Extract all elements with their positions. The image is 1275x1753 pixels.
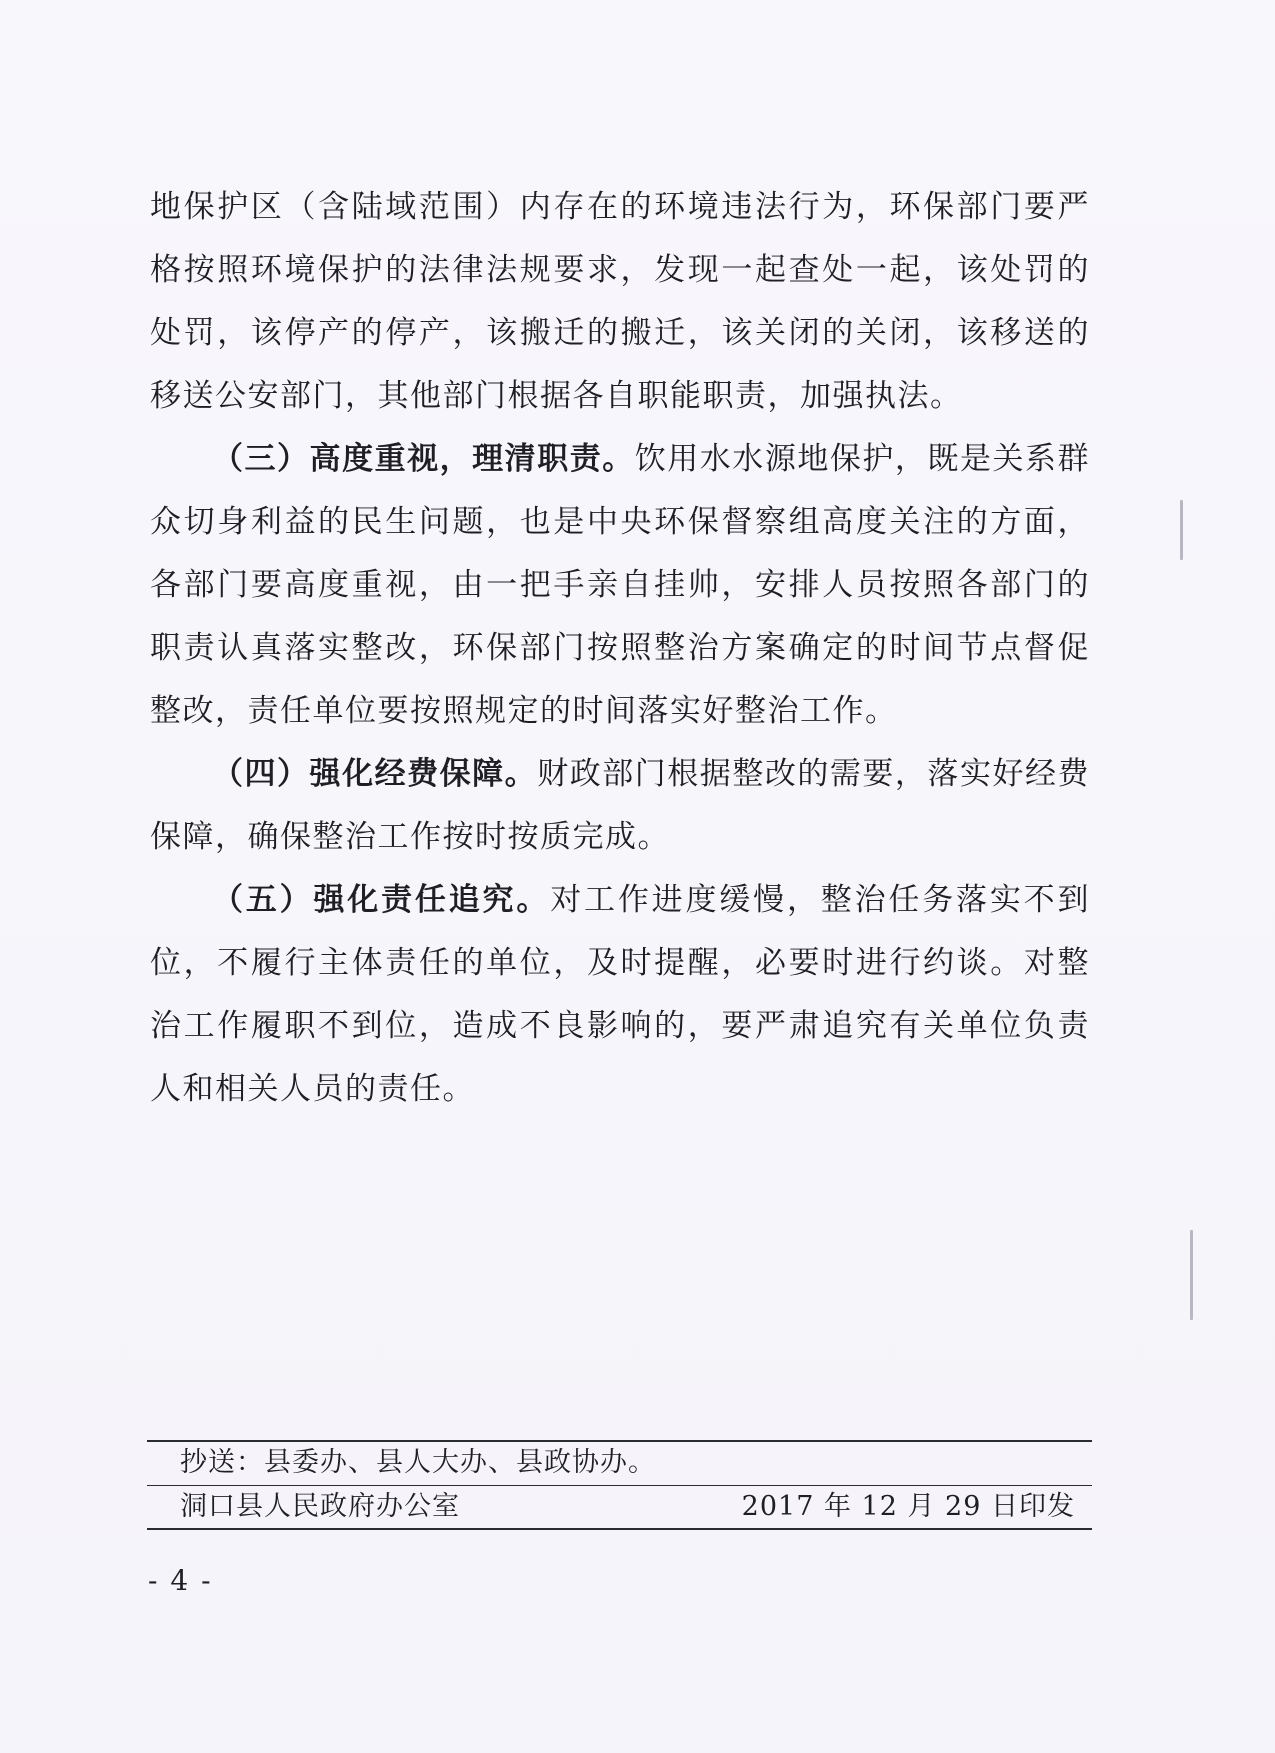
copy-to-top-rule — [147, 1440, 1092, 1442]
paragraph-4-text: 对工作进度缓慢，整治任务落实不到位，不履行主体责任的单位，及时提醒，必要时进行约谈。对整治工作履职不到位，造成不良影响的，要严肃追究有关单位负责人和相关人员的责任。 — [150, 882, 1091, 1107]
paragraph-1-text: 地保护区（含陆域范围）内存在的环境违法行为，环保部门要严格按照环境保护的法律法规要求，发现一起查处一起，该处罚的处罚，该停产的停产，该搬迁的搬迁，该关闭的关闭，该移送的移送公安部门，其他部门根据各自职能职责，加强执法。 — [150, 189, 1090, 414]
paragraph-3-text: 财政部门根据整改的需要，落实好经费保障，确保整治工作按时按质完成。 — [150, 756, 1091, 855]
paragraph-2-heading: （三）高度重视，理清职责。 — [212, 441, 635, 477]
paragraph-1 — [150, 176, 1090, 428]
binding-mark — [1190, 1230, 1193, 1320]
page-number: - 4 - — [148, 1564, 213, 1597]
copy-to-line: 抄送：县委办、县人大办、县政协办。 — [180, 1447, 656, 1478]
document-body — [150, 176, 1090, 1121]
copy-to-bottom-rule — [147, 1528, 1092, 1530]
binding-mark — [1180, 500, 1183, 560]
issuer-name: 洞口县人民政府办公室 — [180, 1491, 460, 1522]
issue-date: 2017 年 12 月 29 日印发 — [741, 1491, 1075, 1522]
paragraph-2-text: 饮用水水源地保护，既是关系群众切身利益的民生问题，也是中央环保督察组高度关注的方面，各部门要高度重视，由一把手亲自挂帅，安排人员按照各部门的职责认真落实整改，环保部门按照整治方案确定的时间节点督促整改，责任单位要按照规定的时间落实好整治工作。 — [150, 441, 1090, 729]
paragraph-3-heading: （四）强化经费保障。 — [212, 756, 538, 792]
paragraph-4 — [150, 869, 1090, 1121]
copy-to-middle-rule — [147, 1485, 1092, 1486]
issuer-line — [180, 1487, 1075, 1527]
paragraph-3 — [150, 743, 1090, 869]
paragraph-2 — [150, 428, 1090, 743]
paragraph-4-heading: （五）强化责任追究。 — [212, 882, 551, 918]
